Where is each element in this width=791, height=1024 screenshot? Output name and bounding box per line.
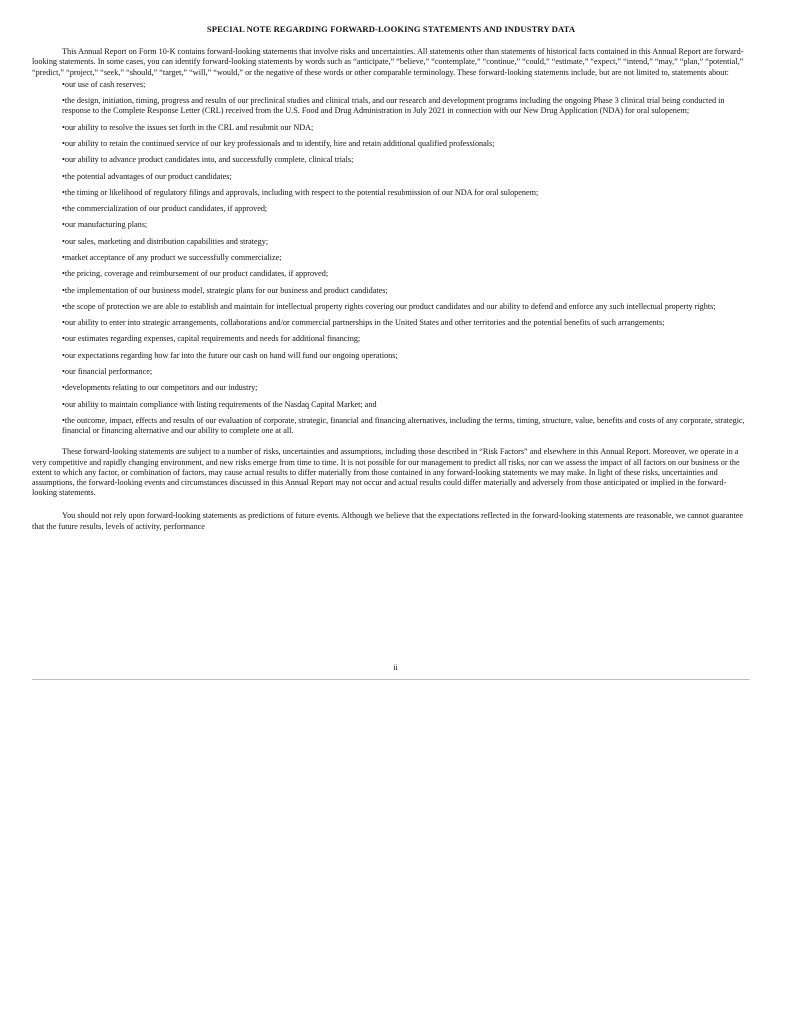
bullet-item: •the commercialization of our product candidates, if approved; [62, 204, 268, 214]
bullet-item: •our sales, marketing and distribution capabilities and strategy; [62, 236, 269, 246]
page-divider [32, 679, 750, 680]
bullet-item: •the scope of protection we are able to establish and maintain for intellectual property rights covering our product candidates and our ability to defend and enforce any such intellectual property rights; [62, 301, 716, 311]
section-title: SPECIAL NOTE REGARDING FORWARD-LOOKING STATEMENTS AND INDUSTRY DATA [206, 24, 576, 34]
bullet-item: •market acceptance of any product we successfully commercialize; [62, 252, 282, 262]
bullet-item: •the pricing, coverage and reimbursement of our product candidates, if approved; [62, 269, 329, 279]
bullet-item: •our ability to maintain compliance with listing requirements of the Nasdaq Capital Market; and [62, 399, 377, 409]
risks-paragraph: These forward-looking statements are subject to a number of risks, uncertainties and assumptions, including those described in “Risk Factors” and elsewhere in this Annual Report. Moreover, we operate in a very competitive and rapidly changing environment, and new risks emerge from time to time. It is not possible for our management to predict all risks, nor can we assess the impact of all factors on our business or the extent to which any factor, or combination of factors, may cause actual results to differ materially from those contained in any forward-looking statements we may make. In light of these risks, uncertainties and assumptions, the forward-looking events and circumstances discussed in this Annual Report may not occur and actual results could differ materially and adversely from those anticipated or implied in the forward-looking statements. [32, 447, 740, 498]
bullet-item: •the potential advantages of our product candidates; [62, 171, 232, 181]
bullet-item: •our ability to retain the continued service of our key professionals and to identify, hire and retain additional qualified professionals; [62, 138, 495, 148]
bullet-list [32, 80, 750, 437]
bullet-item: •our financial performance; [62, 367, 153, 377]
bullet-item: •our manufacturing plans; [62, 220, 148, 230]
bullet-item: •our use of cash reserves; [62, 79, 146, 89]
bullet-item: •our ability to advance product candidates into, and successfully complete, clinical trials; [62, 155, 354, 165]
bullet-item: •our ability to enter into strategic arrangements, collaborations and/or commercial partnerships in the United States and other territories and the potential benefits of such arrangements; [62, 318, 665, 328]
bullet-item: •our expectations regarding how far into the future our cash on hand will fund our ongoing operations; [62, 350, 398, 360]
bullet-item: •the design, initiation, timing, progress and results of our preclinical studies and clinical trials, and our research and development programs including the ongoing Phase 3 clinical trial being conducted in response to the Complete Response Letter (CRL) received from the U.S. Food and Drug Administration in July 2021 in connection with our New Drug Application (NDA) for oral sulopenem; [62, 96, 725, 116]
bullet-item: •our ability to resolve the issues set forth in the CRL and resubmit our NDA; [62, 122, 314, 132]
reliance-paragraph: You should not rely upon forward-looking statements as predictions of future events. Although we believe that the expectations reflected in the forward-looking statements are reasonable, we cannot guarantee that the future results, levels of activity, performance [32, 511, 744, 531]
intro-paragraph: This Annual Report on Form 10-K contains forward-looking statements that involve risks and uncertainties. All statements other than statements of historical facts contained in this Annual Report are forward-looking statements. In some cases, you can identify forward-looking statements by words such as “anticipate,” “believe,” “contemplate,” “continue,” “could,” “estimate,” “expect,” “intend,” “may,” “plan,” “potential,” “predict,” “project,” “seek,” “should,” “target,” “will,” “would,” or the negative of these words or other comparable terminology. These forward-looking statements include, but are not limited to, statements about: [32, 47, 744, 77]
bullet-item: •the outcome, impact, effects and results of our evaluation of corporate, strategic, financial and financing alternatives, including the terms, timing, structure, value, benefits and costs of any corporate, strategic, financial or financing alternative and our ability to complete one at all. [62, 415, 745, 436]
page-number: ii [393, 663, 398, 672]
document-page [32, 24, 750, 545]
bullet-item: •our estimates regarding expenses, capital requirements and needs for additional financing; [62, 334, 361, 344]
bullet-item: •the timing or likelihood of regulatory filings and approvals, including with respect to the potential resubmission of our NDA for oral sulopenem; [62, 187, 539, 197]
bullet-item: •the implementation of our business model, strategic plans for our business and product candidates; [62, 285, 388, 295]
bullet-item: •developments relating to our competitors and our industry; [62, 383, 258, 393]
